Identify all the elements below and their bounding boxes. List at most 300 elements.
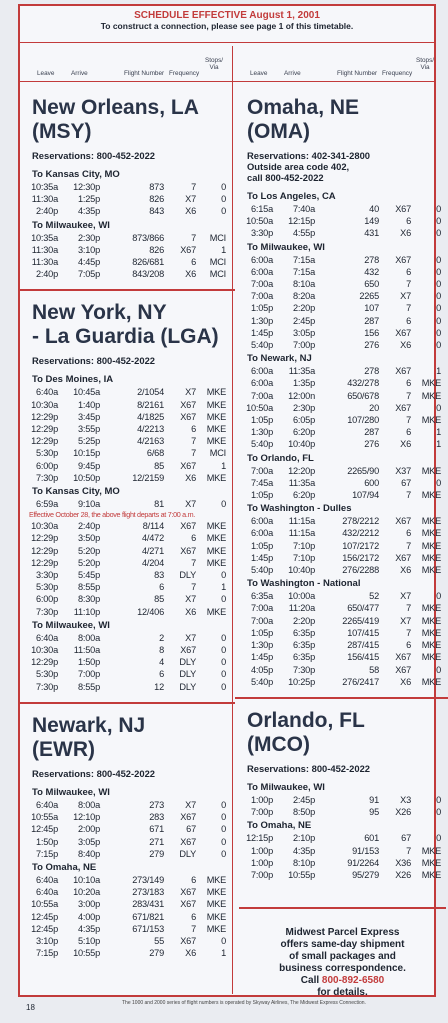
stops-via: 0 — [436, 833, 441, 844]
frequency: X6 — [400, 340, 411, 351]
flight-row — [239, 794, 446, 806]
leave-time: 10:35a — [31, 182, 58, 192]
flight-row — [24, 557, 231, 569]
section-new-york — [24, 301, 231, 692]
flight-number: 283 — [149, 812, 164, 823]
flight-number: 873/866 — [132, 232, 164, 243]
arrive-time: 4:00p — [78, 911, 100, 922]
leave-time: 1:30p — [251, 315, 273, 326]
destination-heading: To Milwaukee, WI — [32, 219, 110, 231]
flight-number: 91/153 — [352, 845, 379, 856]
flight-number: 83 — [154, 570, 164, 581]
leave-time: 1:45p — [251, 327, 273, 338]
arrive-time: 8:00a — [78, 799, 100, 810]
stops-via: 0 — [221, 645, 226, 656]
frequency: X67 — [395, 552, 411, 563]
leave-time: 7:30p — [36, 681, 58, 692]
frequency: X26 — [395, 807, 411, 818]
frequency: X36 — [395, 857, 411, 868]
col-flight: Flight Number — [124, 70, 165, 77]
flight-number: 432/2212 — [342, 528, 379, 539]
flight-row — [24, 848, 231, 860]
arrive-time: 8:55p — [78, 582, 100, 593]
stops-via: MKE — [206, 411, 226, 422]
city-code: - La Guardia (LGA) — [32, 325, 219, 349]
frequency: X37 — [395, 465, 411, 476]
stops-via: MKE — [421, 490, 441, 501]
leave-time: 1:45p — [251, 652, 273, 663]
flight-row — [239, 806, 446, 818]
flight-number: 107/2172 — [342, 540, 379, 551]
destination-heading: To Omaha, NE — [247, 820, 312, 832]
reservations: Reservations: 402-341-2800 — [247, 150, 370, 161]
frequency: X7 — [185, 194, 196, 205]
leave-time: 1:05p — [251, 627, 273, 638]
leave-time: 7:00a — [251, 291, 273, 302]
stops-via: 0 — [436, 794, 441, 805]
flight-row — [239, 676, 446, 688]
reservations: Reservations: 800-452-2022 — [32, 767, 155, 779]
leave-time: 7:00a — [251, 390, 273, 401]
flight-row — [239, 254, 446, 266]
leave-time: 1:50p — [36, 836, 58, 847]
arrive-time: 5:45p — [78, 570, 100, 581]
flight-row — [24, 886, 231, 898]
flight-row — [239, 390, 446, 402]
leave-time: 12:29p — [31, 557, 58, 568]
flight-row — [24, 268, 231, 280]
arrive-time: 2:45p — [293, 315, 315, 326]
stops-via: 0 — [221, 669, 226, 680]
flight-number: 6 — [159, 582, 164, 593]
flight-row — [239, 627, 446, 639]
arrive-time: 3:05p — [78, 836, 100, 847]
frequency: 7 — [191, 182, 196, 192]
schedule-header — [20, 6, 434, 40]
arrive-time: 8:30p — [78, 594, 100, 605]
col-frequency: Frequency — [382, 70, 413, 77]
frequency: 7 — [406, 303, 411, 314]
frequency: 67 — [401, 833, 411, 844]
leave-time: 5:30p — [36, 582, 58, 593]
arrive-time: 5:20p — [78, 545, 100, 556]
leave-time: 10:50a — [246, 216, 273, 227]
destination-heading: To Milwaukee, WI — [247, 241, 325, 253]
leave-time: 1:00p — [251, 857, 273, 868]
arrive-time: 2:30p — [293, 402, 315, 413]
stops-via: MKE — [206, 472, 226, 483]
frequency: X7 — [400, 291, 411, 302]
arrive-time: 7:05p — [78, 269, 100, 280]
flight-number: 2265/419 — [342, 615, 379, 626]
stops-via: MKE — [206, 874, 226, 885]
frequency: X67 — [180, 887, 196, 898]
frequency: X7 — [185, 799, 196, 810]
flight-number: 278/2212 — [342, 516, 379, 527]
stops-via: 0 — [436, 204, 441, 214]
flight-number: 91 — [369, 794, 379, 805]
flight-number: 149 — [364, 216, 379, 227]
stops-via: MKE — [206, 923, 226, 934]
ad-call-line — [239, 975, 446, 987]
stops-via: MKE — [206, 424, 226, 435]
stops-via: 0 — [221, 657, 226, 668]
arrive-time: 2:00p — [78, 824, 100, 835]
flight-number: 156/2172 — [342, 552, 379, 563]
flight-row — [239, 664, 446, 676]
frequency: 7 — [406, 415, 411, 426]
leave-time: 10:55a — [31, 899, 58, 910]
flight-number: 8 — [159, 645, 164, 656]
arrive-time: 4:55p — [293, 228, 315, 239]
frequency: X6 — [400, 676, 411, 687]
flight-number: 2265 — [359, 291, 379, 302]
flight-row — [239, 515, 446, 527]
section-divider — [235, 697, 448, 699]
flight-number: 85 — [154, 594, 164, 605]
flight-number: 431 — [364, 228, 379, 239]
frequency: X67 — [180, 521, 196, 532]
leave-time: 12:45p — [31, 824, 58, 835]
arrive-time: 2:20p — [293, 303, 315, 314]
arrive-time: 11:10p — [73, 606, 100, 617]
flight-row — [24, 668, 231, 680]
footer-note: The 1000 and 2000 series of flight numbers is operated by Skyway Airlines, The Midwest Express Connection. — [122, 1000, 366, 1006]
leave-time: 6:40a — [36, 874, 58, 885]
flight-number: 107 — [364, 303, 379, 314]
arrive-time: 8:10p — [293, 857, 315, 868]
flight-number: 273/149 — [132, 874, 164, 885]
frequency: 6 — [406, 427, 411, 438]
flight-number: 271 — [149, 836, 164, 847]
ad-line: for details. — [317, 987, 368, 999]
stops-via: 1 — [221, 460, 226, 471]
stops-via: 0 — [221, 812, 226, 823]
city-title: New York, NY — [32, 301, 167, 325]
flight-row — [24, 644, 231, 656]
section-divider — [20, 289, 235, 291]
destination-heading: To Washington - Dulles — [247, 503, 352, 515]
frequency: X7 — [400, 591, 411, 602]
frequency: X7 — [185, 499, 196, 510]
leave-time: 4:05p — [251, 664, 273, 675]
flight-row — [239, 869, 446, 881]
frequency: X67 — [180, 244, 196, 255]
arrive-time: 6:35p — [293, 640, 315, 651]
stops-via: 0 — [221, 681, 226, 692]
arrive-time: 1:35p — [293, 378, 315, 389]
arrive-time: 6:05p — [293, 415, 315, 426]
city-code: (MCO) — [247, 732, 310, 756]
flight-number: 826 — [149, 194, 164, 205]
leave-time: 7:15p — [36, 948, 58, 959]
arrive-time: 10:25p — [288, 676, 315, 687]
arrive-time: 8:10a — [293, 279, 315, 290]
arrive-time: 10:10a — [73, 874, 100, 885]
leave-time: 12:29p — [31, 436, 58, 447]
leave-time: 6:00a — [251, 254, 273, 265]
arrive-time: 8:00a — [78, 632, 100, 643]
flight-number: 273 — [149, 799, 164, 810]
arrive-time: 8:20a — [293, 291, 315, 302]
frequency: X7 — [400, 615, 411, 626]
arrive-time: 1:25p — [78, 194, 100, 205]
leave-time: 5:30p — [36, 448, 58, 459]
arrive-time: 7:15a — [293, 266, 315, 277]
flight-row — [24, 447, 231, 459]
right-column — [239, 86, 446, 999]
leave-time: 1:30p — [251, 640, 273, 651]
flight-number: 12/406 — [137, 606, 164, 617]
col-leave: Leave — [250, 70, 268, 77]
leave-time: 12:45p — [31, 911, 58, 922]
leave-time: 6:40a — [36, 887, 58, 898]
arrive-time: 4:35p — [293, 845, 315, 856]
stops-via: 0 — [221, 836, 226, 847]
stops-via: 0 — [436, 279, 441, 290]
frequency: 7 — [191, 436, 196, 447]
stops-via: MKE — [421, 676, 441, 687]
flight-row — [24, 874, 231, 886]
flight-row — [239, 477, 446, 489]
arrive-time: 11:20a — [288, 603, 315, 614]
flight-number: 279 — [149, 948, 164, 959]
flight-number: 58 — [369, 664, 379, 675]
flight-row — [24, 569, 231, 581]
frequency: X7 — [185, 632, 196, 643]
arrive-time: 2:20p — [293, 615, 315, 626]
arrive-time: 3:55p — [78, 424, 100, 435]
frequency: X67 — [180, 545, 196, 556]
flight-row — [239, 639, 446, 651]
flight-row — [24, 411, 231, 423]
flight-number: 107/415 — [347, 627, 379, 638]
flight-row — [239, 489, 446, 501]
flight-number: 432 — [364, 266, 379, 277]
flight-row — [24, 681, 231, 693]
flight-row — [239, 266, 446, 278]
flight-row — [239, 552, 446, 564]
arrive-time: 3:45p — [78, 411, 100, 422]
flight-row — [239, 426, 446, 438]
city-title: Omaha, NE — [247, 96, 360, 119]
stops-via: MKE — [421, 390, 441, 401]
flight-row — [24, 472, 231, 484]
leave-time: 2:40p — [36, 269, 58, 280]
arrive-time: 12:00n — [288, 390, 315, 401]
frequency: X67 — [180, 460, 196, 471]
flight-row — [24, 423, 231, 435]
flight-row — [24, 498, 231, 510]
frequency: X3 — [400, 794, 411, 805]
col-arrive: Arrive — [71, 70, 88, 77]
column-divider — [232, 46, 233, 994]
arrive-time: 6:35p — [293, 627, 315, 638]
leave-time: 3:10p — [36, 935, 58, 946]
destination-groups — [239, 782, 446, 881]
stops-via: MKE — [421, 603, 441, 614]
frequency: X67 — [395, 204, 411, 214]
frequency: X67 — [395, 402, 411, 413]
arrive-time: 3:00p — [78, 899, 100, 910]
stops-via: 1 — [221, 948, 226, 959]
frequency: 6 — [406, 528, 411, 539]
leave-time: 3:30p — [36, 570, 58, 581]
stops-via: 0 — [436, 291, 441, 302]
frequency: 7 — [406, 390, 411, 401]
flight-row — [24, 632, 231, 644]
flight-row — [239, 414, 446, 426]
stops-via: MKE — [421, 640, 441, 651]
stops-via: MKE — [206, 911, 226, 922]
flight-row — [24, 656, 231, 668]
stops-via: MKE — [421, 627, 441, 638]
flight-row — [24, 520, 231, 532]
flight-row — [239, 327, 446, 339]
flight-number: 4/1825 — [137, 411, 164, 422]
arrive-time: 3:50p — [78, 533, 100, 544]
ad-line: business correspondence. — [279, 963, 406, 975]
col-stops-via: Stops/ Via — [204, 57, 224, 71]
arrive-time: 7:00p — [293, 340, 315, 351]
city-code: (MSY) — [32, 120, 92, 143]
stops-via: 0 — [436, 228, 441, 239]
leave-time: 10:50a — [246, 402, 273, 413]
frequency: X6 — [400, 228, 411, 239]
flight-row — [239, 615, 446, 627]
frequency: DLY — [179, 657, 196, 668]
flight-number: 650/477 — [347, 603, 379, 614]
leave-time: 10:55a — [31, 812, 58, 823]
destination-groups — [239, 191, 446, 688]
flight-row — [24, 435, 231, 447]
flight-number: 671/821 — [132, 911, 164, 922]
flight-number: 843/208 — [132, 269, 164, 280]
leave-time: 12:45p — [31, 923, 58, 934]
frequency: 7 — [191, 582, 196, 593]
arrive-time: 2:10p — [293, 833, 315, 844]
leave-time: 5:30p — [36, 669, 58, 680]
arrive-time: 9:45p — [78, 460, 100, 471]
flight-row — [239, 651, 446, 663]
frequency: X6 — [185, 606, 196, 617]
arrive-time: 5:20p — [78, 557, 100, 568]
flight-number: 650/678 — [347, 390, 379, 401]
arrive-time: 11:35a — [288, 477, 315, 488]
stops-via: 1 — [221, 244, 226, 255]
arrive-time: 8:55p — [78, 681, 100, 692]
frequency: 7 — [406, 540, 411, 551]
arrive-time: 12:30p — [73, 182, 100, 192]
stops-via: MKE — [421, 516, 441, 527]
arrive-time: 7:15a — [293, 254, 315, 265]
destination-heading: To Milwaukee, WI — [247, 781, 325, 793]
arrive-time: 11:35a — [288, 366, 315, 377]
flight-row — [239, 465, 446, 477]
arrive-time: 1:40p — [78, 399, 100, 410]
arrive-time: 6:20p — [293, 427, 315, 438]
flight-number: 107/94 — [352, 490, 379, 501]
flight-row — [24, 232, 231, 244]
destination-heading: To Washington - National — [247, 578, 361, 590]
flight-number: 650 — [364, 279, 379, 290]
stops-via: 0 — [436, 477, 441, 488]
frequency: X6 — [185, 206, 196, 217]
frequency: 7 — [191, 232, 196, 243]
frequency: 67 — [186, 824, 196, 835]
destination-heading: To Newark, NJ — [247, 353, 312, 365]
leave-time: 5:40p — [251, 565, 273, 576]
flight-number: 276 — [364, 439, 379, 450]
flight-row — [24, 460, 231, 472]
flight-row — [239, 290, 446, 302]
leave-time: 6:00a — [251, 266, 273, 277]
flight-number: 279 — [149, 848, 164, 859]
flight-row — [24, 581, 231, 593]
flight-number: 40 — [369, 204, 379, 214]
frequency: 6 — [406, 378, 411, 389]
frequency: 7 — [406, 490, 411, 501]
arrive-time: 3:10p — [78, 244, 100, 255]
stops-via: MKE — [206, 545, 226, 556]
arrive-time: 7:00p — [78, 669, 100, 680]
stops-via: MKE — [421, 652, 441, 663]
arrive-time: 10:20a — [73, 887, 100, 898]
schedule-subtitle: To construct a connection, please see page 1 of this timetable. — [100, 21, 354, 31]
stops-via: 0 — [221, 935, 226, 946]
flight-number: 12/2159 — [132, 472, 164, 483]
ad-line: of small packages and — [289, 951, 396, 963]
frequency: X67 — [395, 254, 411, 265]
stops-via: MKE — [421, 540, 441, 551]
arrive-time: 4:45p — [78, 257, 100, 268]
stops-via: 0 — [436, 402, 441, 413]
leave-time: 6:35a — [251, 591, 273, 602]
flight-row — [24, 898, 231, 910]
reservations-tollfree: call 800-452-2022 — [247, 172, 324, 183]
destination-heading: To Orlando, FL — [247, 452, 314, 464]
destination-heading: To Kansas City, MO — [32, 486, 120, 498]
frequency: 6 — [191, 911, 196, 922]
leave-time: 1:00p — [251, 794, 273, 805]
frequency: DLY — [179, 570, 196, 581]
column-headers-left — [20, 43, 229, 81]
arrive-time: 6:35p — [293, 652, 315, 663]
flight-row — [24, 244, 231, 256]
leave-time: 5:40p — [251, 439, 273, 450]
leave-time: 11:30a — [31, 244, 58, 255]
leave-time: 6:15a — [251, 204, 273, 214]
flight-row — [239, 590, 446, 602]
leave-time: 6:00p — [36, 460, 58, 471]
stops-via: MKE — [206, 606, 226, 617]
flight-number: 600 — [364, 477, 379, 488]
stops-via: 0 — [436, 591, 441, 602]
frequency: X6 — [185, 472, 196, 483]
leave-time: 12:29p — [31, 411, 58, 422]
stops-via: 0 — [436, 664, 441, 675]
city-code: (OMA) — [247, 120, 310, 143]
stops-via: 0 — [436, 327, 441, 338]
stops-via: MKE — [421, 528, 441, 539]
arrive-time: 7:10p — [293, 552, 315, 563]
frequency: DLY — [179, 848, 196, 859]
frequency: X67 — [395, 366, 411, 377]
flight-row — [24, 836, 231, 848]
frequency: 7 — [406, 627, 411, 638]
stops-via: 0 — [436, 340, 441, 351]
destination-heading: To Milwaukee, WI — [32, 786, 110, 798]
